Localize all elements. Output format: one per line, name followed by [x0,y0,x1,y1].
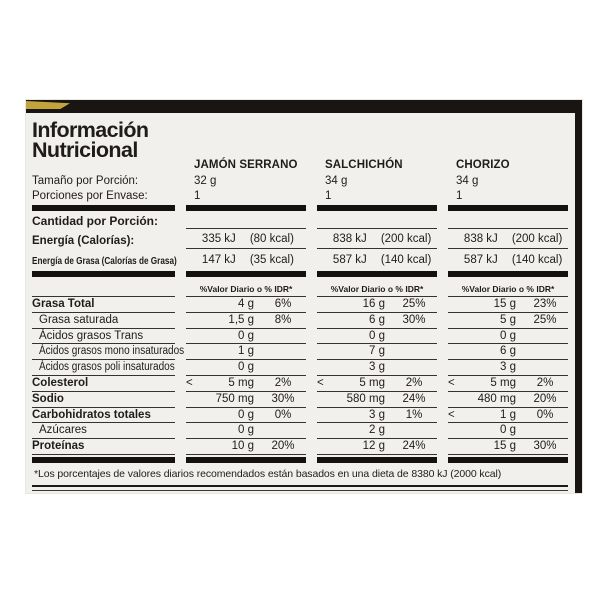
nutrient-daily-value [260,423,306,438]
serving-size-label: Tamaño por Porción: [32,175,139,187]
nutrient-amount: 6 g [369,313,385,326]
nutrient-daily-value [260,344,306,359]
nutrient-daily-value: 20% [533,392,557,405]
energy-fat-value-cell [317,253,437,269]
separator-bar-segment [32,205,175,211]
energy-fat-kcal-value: (140 kcal) [380,254,432,266]
less-than-sign [317,439,330,454]
nutrient-label: Ácidos grasos mono insaturados [39,345,185,358]
less-than-sign [448,329,461,344]
nutrient-amount: 4 g [238,298,254,310]
nutrient-label-cell [32,408,175,424]
product-column-header [317,117,437,174]
nutrient-amount: 0 g [238,361,254,374]
separator-bar-segment [448,457,568,463]
nutrient-amount: 3 g [500,361,516,374]
title-cell [32,117,175,174]
nutrient-daily-value [391,329,437,344]
daily-value-header-row [32,281,568,297]
less-than-sign [186,297,199,312]
less-than-sign: < [186,376,193,389]
less-than-sign [317,313,330,328]
less-than-sign [317,344,330,359]
nutrient-label-cell [32,423,175,439]
nutrient-amount: 0 g [500,329,516,342]
nutrient-amount: 1,5 g [228,313,254,326]
nutrient-amount: 0 g [369,329,385,342]
daily-value-header: %Valor Diario o % IDR* [317,283,437,297]
nutrient-row [32,439,568,455]
serving-size-row [32,174,568,189]
energy-fat-kcal-value: (140 kcal) [511,254,563,266]
nutrient-daily-value: 2% [536,376,554,389]
nutrient-label: Proteínas [32,440,85,453]
label-title-line2: Nutricional [32,137,138,162]
nutrient-label-cell [32,439,175,455]
nutrient-amount: 15 g [493,298,516,310]
less-than-sign [317,392,330,407]
label-content [26,113,582,493]
nutrient-value-cell [448,408,568,424]
separator-bar-row [32,203,568,212]
nutrient-value-cell [317,392,437,408]
nutrient-value-cell [186,297,306,313]
servings-per-container-row [32,189,568,204]
nutrient-amount: 2 g [369,424,385,437]
nutrient-value-cell [448,439,568,455]
nutrient-daily-value: 23% [533,298,557,310]
nutrient-value-cell [186,329,306,345]
nutrient-amount: 580 mg [346,392,385,405]
nutrient-value-cell [317,329,437,345]
nutrient-value-cell [317,313,437,329]
less-than-sign [448,313,461,328]
nutrient-value-cell [186,360,306,376]
nutrient-daily-value: 1% [405,408,423,421]
nutrient-label-cell [32,392,175,408]
nutrient-value-cell [186,439,306,455]
separator-bar-segment [448,205,568,211]
nutrient-daily-value [391,344,437,359]
less-than-sign [186,423,199,438]
nutrient-row [32,408,568,424]
nutrient-value-cell [317,297,437,313]
nutrient-value-cell [317,408,437,424]
less-than-sign [448,439,461,454]
nutrient-row [32,313,568,329]
nutrient-table [32,297,568,455]
energy-fat-value-cell [448,253,568,269]
label-title [32,117,175,160]
nutrient-daily-value [522,360,568,375]
nutrient-daily-value: 2% [405,376,423,389]
nutrient-label: Ácidos grasos Trans [39,329,144,342]
nutrient-value-cell [317,360,437,376]
nutrition-label [26,100,582,493]
serving-size-value: 34 g [456,175,479,187]
serving-size-value: 34 g [325,175,348,187]
less-than-sign [317,297,330,312]
nutrient-label-cell [32,297,175,313]
energy-fat-kj-value: 587 kJ [463,254,498,266]
nutrient-amount: 0 g [500,424,516,437]
energy-kcal-value: (200 kcal) [380,233,432,245]
less-than-sign [317,329,330,344]
nutrient-value-cell [317,344,437,360]
less-than-sign: < [448,408,455,421]
less-than-sign [186,329,199,344]
product-name: SALCHICHÓN [325,159,403,171]
nutrient-value-cell [317,423,437,439]
nutrient-value-cell [186,344,306,360]
nutrient-amount: 6 g [500,345,516,358]
nutrient-amount: 1 g [500,408,516,421]
separator-bar-segment [32,457,175,463]
energy-kj-value: 838 kJ [463,233,498,245]
less-than-sign [186,360,199,375]
nutrient-value-cell [448,329,568,345]
daily-value-header: %Valor Diario o % IDR* [448,283,568,297]
product-name: CHORIZO [456,159,510,171]
nutrient-amount: 5 mg [228,376,254,389]
package-right-edge [575,113,582,493]
nutrient-amount: 12 g [362,440,385,453]
nutrient-label-cell [32,376,175,392]
energy-fat-kj-value: 587 kJ [332,254,367,266]
nutrient-daily-value: 24% [402,392,426,405]
nutrient-label-cell [32,344,185,360]
amount-per-serving-label: Cantidad por Porción: [32,214,158,228]
nutrient-amount: 1 g [238,345,254,358]
nutrient-daily-value: 0% [536,408,554,421]
nutrient-amount: 5 g [500,313,516,326]
nutrient-value-cell [186,392,306,408]
separator-bar-segment [32,271,175,277]
gold-accent [26,101,70,109]
nutrient-amount: 0 g [238,424,254,437]
nutrient-value-cell [186,408,306,424]
nutrient-row [32,392,568,408]
nutrient-label: Colesterol [32,376,89,389]
nutrient-daily-value [391,360,437,375]
separator-bar-segment [186,271,306,277]
nutrient-label: Ácidos grasos poli insaturados [39,361,175,374]
servings-per-container-value: 1 [456,189,463,202]
nutrient-amount: 5 mg [359,376,385,389]
nutrient-daily-value [522,423,568,438]
nutrient-row [32,360,568,376]
energy-label: Energía (Calorías): [32,235,135,247]
footnote: *Los porcentajes de valores diarios recomendados están basados en una dieta de 8380 kJ (2000 kcal) [34,467,502,480]
less-than-sign [186,392,199,407]
nutrient-value-cell [448,313,568,329]
nutrient-amount: 3 g [369,361,385,374]
energy-fat-kj-value: 147 kJ [201,254,236,266]
nutrient-amount: 3 g [369,408,385,421]
amount-per-serving-rule [186,215,306,229]
energy-kcal-value: (200 kcal) [511,233,563,245]
less-than-sign: < [448,376,455,389]
nutrient-daily-value [522,344,568,359]
amount-per-serving-row [32,212,568,229]
nutrient-daily-value: 25% [533,313,557,326]
nutrient-value-cell [186,423,306,439]
nutrient-value-cell [186,376,306,392]
energy-kj-value: 838 kJ [332,233,367,245]
nutrient-label-cell [32,360,175,376]
nutrient-daily-value: 24% [402,440,426,453]
less-than-sign [186,408,199,423]
less-than-sign [448,423,461,438]
nutrient-value-cell [448,392,568,408]
energy-kj-value: 335 kJ [201,233,236,245]
less-than-sign [448,344,461,359]
product-column-header [186,117,306,174]
separator-bar-row [32,269,568,278]
nutrient-value-cell [317,439,437,455]
nutrient-value-cell [448,344,568,360]
nutrient-label: Azúcares [39,424,87,437]
nutrient-label: Carbohidratos totales [32,408,151,421]
nutrient-daily-value: 30% [271,392,295,405]
header-row [32,117,568,174]
amount-per-serving-rule [448,215,568,229]
servings-per-container-value: 1 [194,189,201,202]
serving-size-value: 32 g [194,175,217,187]
nutrient-value-cell [317,376,437,392]
nutrient-daily-value: 8% [274,313,292,326]
product-name: JAMÓN SERRANO [194,159,298,171]
separator-bar-segment [186,205,306,211]
energy-fat-row [32,249,568,269]
nutrient-daily-value [260,329,306,344]
less-than-sign [448,297,461,312]
nutrient-value-cell [448,360,568,376]
product-column-header [448,117,568,174]
nutrient-daily-value: 6% [274,298,292,310]
servings-per-container-label: Porciones por Envase: [32,189,148,202]
nutrient-daily-value: 2% [274,376,292,389]
nutrient-daily-value: 30% [402,313,426,326]
nutrient-row [32,376,568,392]
energy-fat-value-cell [186,253,306,269]
nutrient-daily-value: 0% [274,408,292,421]
nutrient-amount: 480 mg [477,392,516,405]
separator-bar-segment [448,271,568,277]
less-than-sign: < [317,376,324,389]
nutrient-amount: 7 g [369,345,385,358]
bottom-rule [32,485,568,491]
nutrient-value-cell [448,423,568,439]
energy-fat-label-text: Energía de Grasa (Calorías de Grasa) [32,255,177,267]
energy-value-cell [317,232,437,249]
less-than-sign [317,360,330,375]
nutrient-daily-value: 20% [271,440,295,453]
nutrient-amount: 0 g [238,408,254,421]
nutrient-row [32,423,568,439]
nutrient-amount: 0 g [238,329,254,342]
energy-value-cell [448,232,568,249]
top-band [26,100,582,113]
energy-kcal-value: (80 kcal) [249,233,294,245]
nutrient-amount: 750 mg [215,392,254,405]
energy-row [32,229,568,249]
nutrient-row [32,329,568,345]
less-than-sign [448,392,461,407]
energy-fat-kcal-value: (35 kcal) [249,254,294,266]
less-than-sign [186,344,199,359]
nutrient-label-cell [32,313,175,329]
less-than-sign [186,439,199,454]
energy-fat-label [32,254,175,269]
less-than-sign [317,423,330,438]
nutrient-daily-value [522,329,568,344]
less-than-sign [317,408,330,423]
nutrient-amount: 10 g [231,440,254,453]
separator-bar-segment [317,205,437,211]
nutrient-label: Grasa Total [32,298,95,310]
separator-bar-row [32,455,568,464]
nutrient-row [32,297,568,313]
nutrient-daily-value: 25% [402,298,426,310]
daily-value-header: %Valor Diario o % IDR* [186,283,306,297]
label-title-line1: Información [32,118,149,142]
nutrient-label: Grasa saturada [39,313,119,326]
nutrient-value-cell [186,313,306,329]
nutrient-daily-value: 30% [533,440,557,453]
nutrient-value-cell [448,376,568,392]
less-than-sign [186,313,199,328]
separator-bar-segment [317,271,437,277]
energy-value-cell [186,232,306,249]
nutrient-label-cell [32,329,175,345]
nutrient-value-cell [448,297,568,313]
nutrient-daily-value [260,360,306,375]
nutrient-daily-value [391,423,437,438]
nutrient-row [32,344,568,360]
separator-bar-segment [186,457,306,463]
separator-bar-segment [317,457,437,463]
less-than-sign [448,360,461,375]
nutrient-amount: 15 g [493,440,516,453]
nutrient-label: Sodio [32,392,64,405]
daily-value-header-spacer [32,283,175,297]
nutrient-amount: 5 mg [490,376,516,389]
servings-per-container-value: 1 [325,189,332,202]
nutrient-amount: 16 g [362,298,385,310]
amount-per-serving-rule [317,215,437,229]
